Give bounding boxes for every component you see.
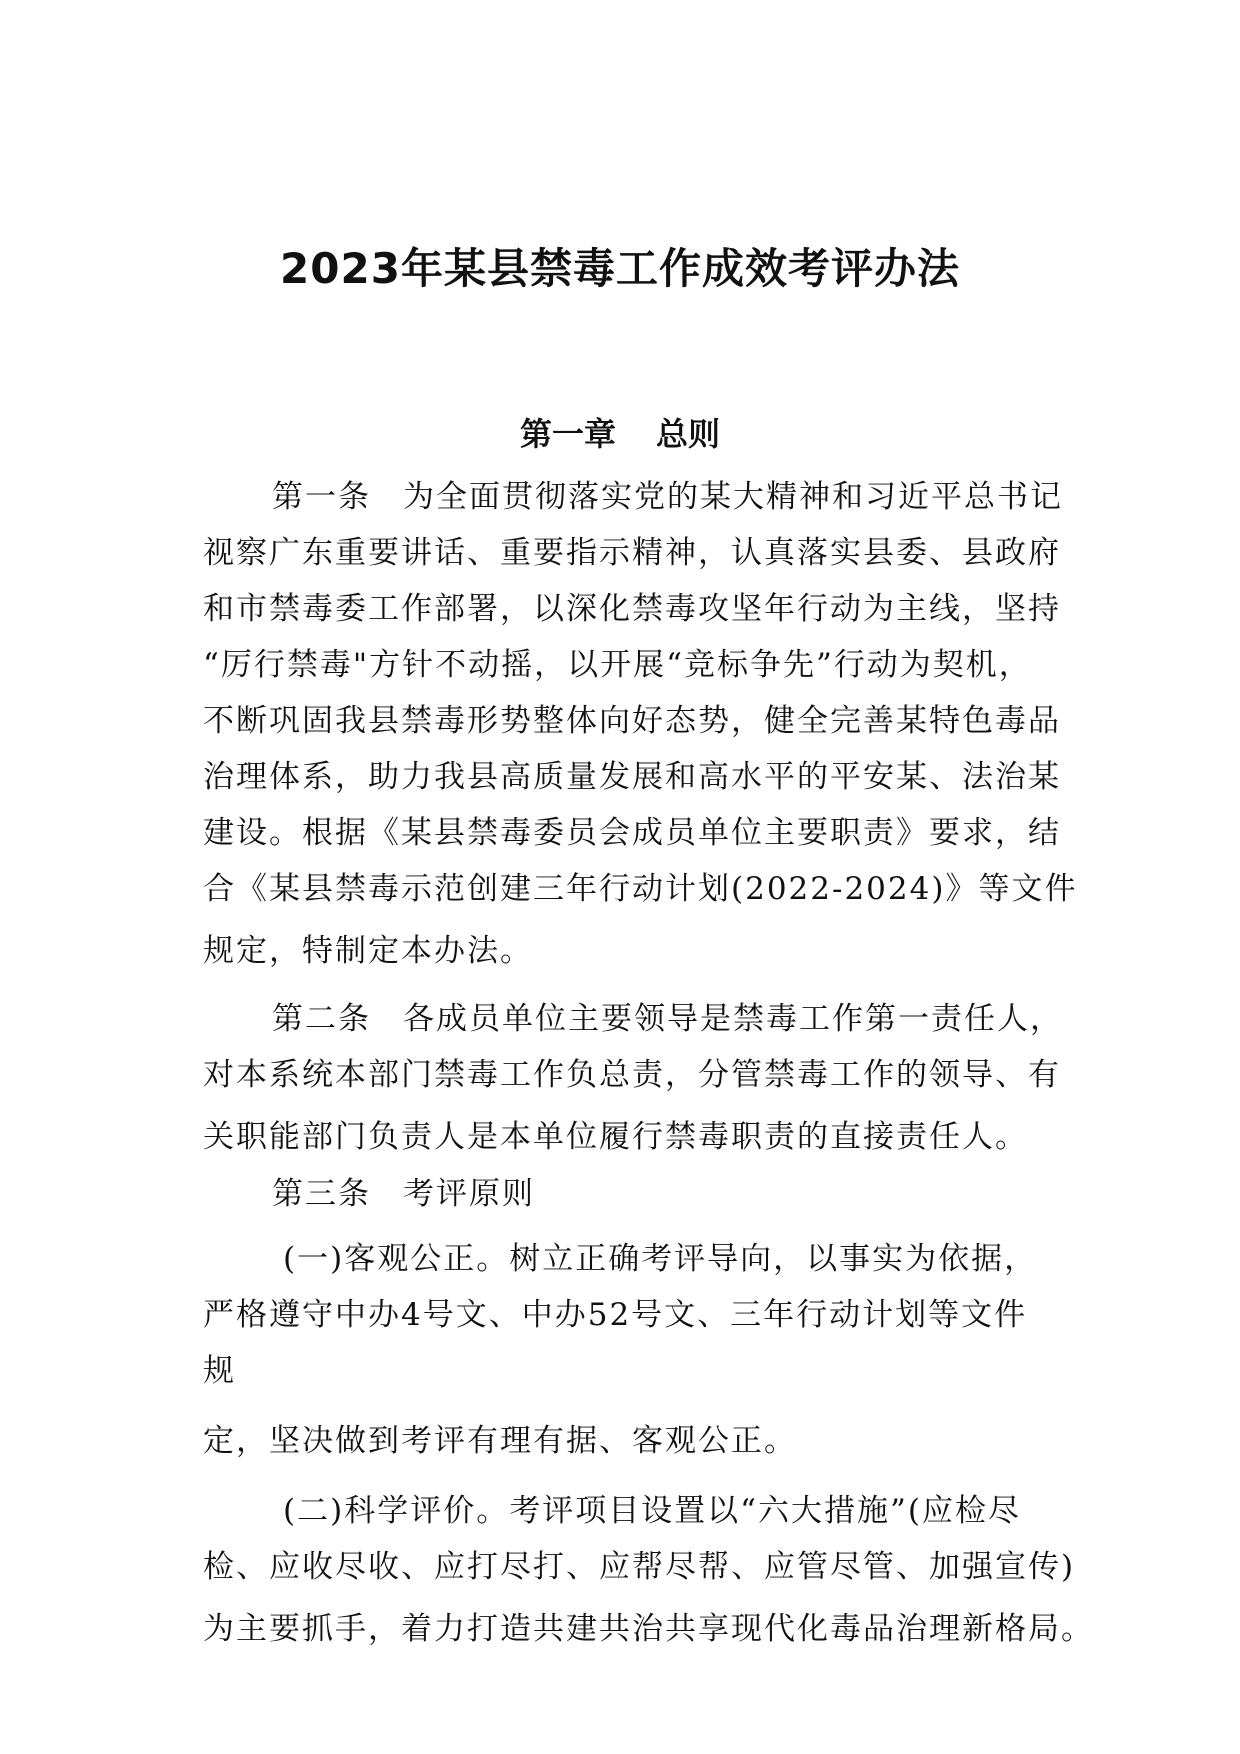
principle-1-line-3: 规 — [203, 1353, 236, 1389]
principle-1-line-4: 定，坚决做到考评有理有据、客观公正。 — [203, 1423, 797, 1459]
chapter-number: 第一章 — [519, 415, 616, 453]
article-1-line-8: 合《某县禁毒示范创建三年行动计划(2022-2024)》等文件 — [203, 871, 1078, 907]
article-1-line-2: 视察广东重要讲话、重要指示精神，认真落实县委、县政府 — [203, 535, 1061, 571]
article-2-line-1: 第二条 各成员单位主要领导是禁毒工作第一责任人， — [272, 1001, 1063, 1037]
principle-1-line-1: (一)客观公正。树立正确考评导向，以事实为依据， — [283, 1241, 1038, 1277]
article-1-line-6: 治理体系，助力我县高质量发展和高水平的平安某、法治某 — [203, 759, 1061, 795]
article-1-line-9: 规定，特制定本办法。 — [203, 933, 533, 969]
article-3-heading: 第三条 考评原则 — [272, 1176, 535, 1212]
article-1-line-1: 第一条 为全面贯彻落实党的某大精神和习近平总书记 — [272, 479, 1063, 515]
document-title: 2023年某县禁毒工作成效考评办法 — [280, 244, 960, 293]
article-2-line-2: 对本系统本部门禁毒工作负总责，分管禁毒工作的领导、有 — [203, 1057, 1061, 1093]
principle-2-line-3: 为主要抓手，着力打造共建共治共享现代化毒品治理新格局。 — [203, 1611, 1094, 1647]
principle-1-line-2: 严格遵守中办4号文、中办52号文、三年行动计划等文件 — [203, 1297, 1028, 1333]
article-1-line-3: 和市禁毒委工作部署，以深化禁毒攻坚年行动为主线，坚持 — [203, 591, 1061, 627]
article-1-label: 第一条 — [272, 479, 371, 515]
article-3-label: 第三条 — [272, 1176, 371, 1212]
principle-2-line-1: (二)科学评价。考评项目设置以“六大措施”(应检尽 — [283, 1493, 1021, 1529]
article-1-line-5: 不断巩固我县禁毒形势整体向好态势，健全完善某特色毒品 — [203, 703, 1061, 739]
chapter-name: 总则 — [656, 415, 721, 453]
principle-2-line-2: 检、应收尽收、应打尽打、应帮尽帮、应管尽管、加强宣传) — [203, 1549, 1076, 1585]
chapter-heading — [0, 409, 1240, 455]
article-2-label: 第二条 — [272, 1001, 371, 1037]
article-2-line-3: 关职能部门负责人是本单位履行禁毒职责的直接责任人。 — [203, 1119, 1028, 1155]
article-1-line-7: 建设。根据《某县禁毒委员会成员单位主要职责》要求，结 — [203, 815, 1061, 851]
article-1-line-4: “厉行禁毒"方针不动摇，以开展“竞标争先”行动为契机， — [203, 647, 1032, 683]
